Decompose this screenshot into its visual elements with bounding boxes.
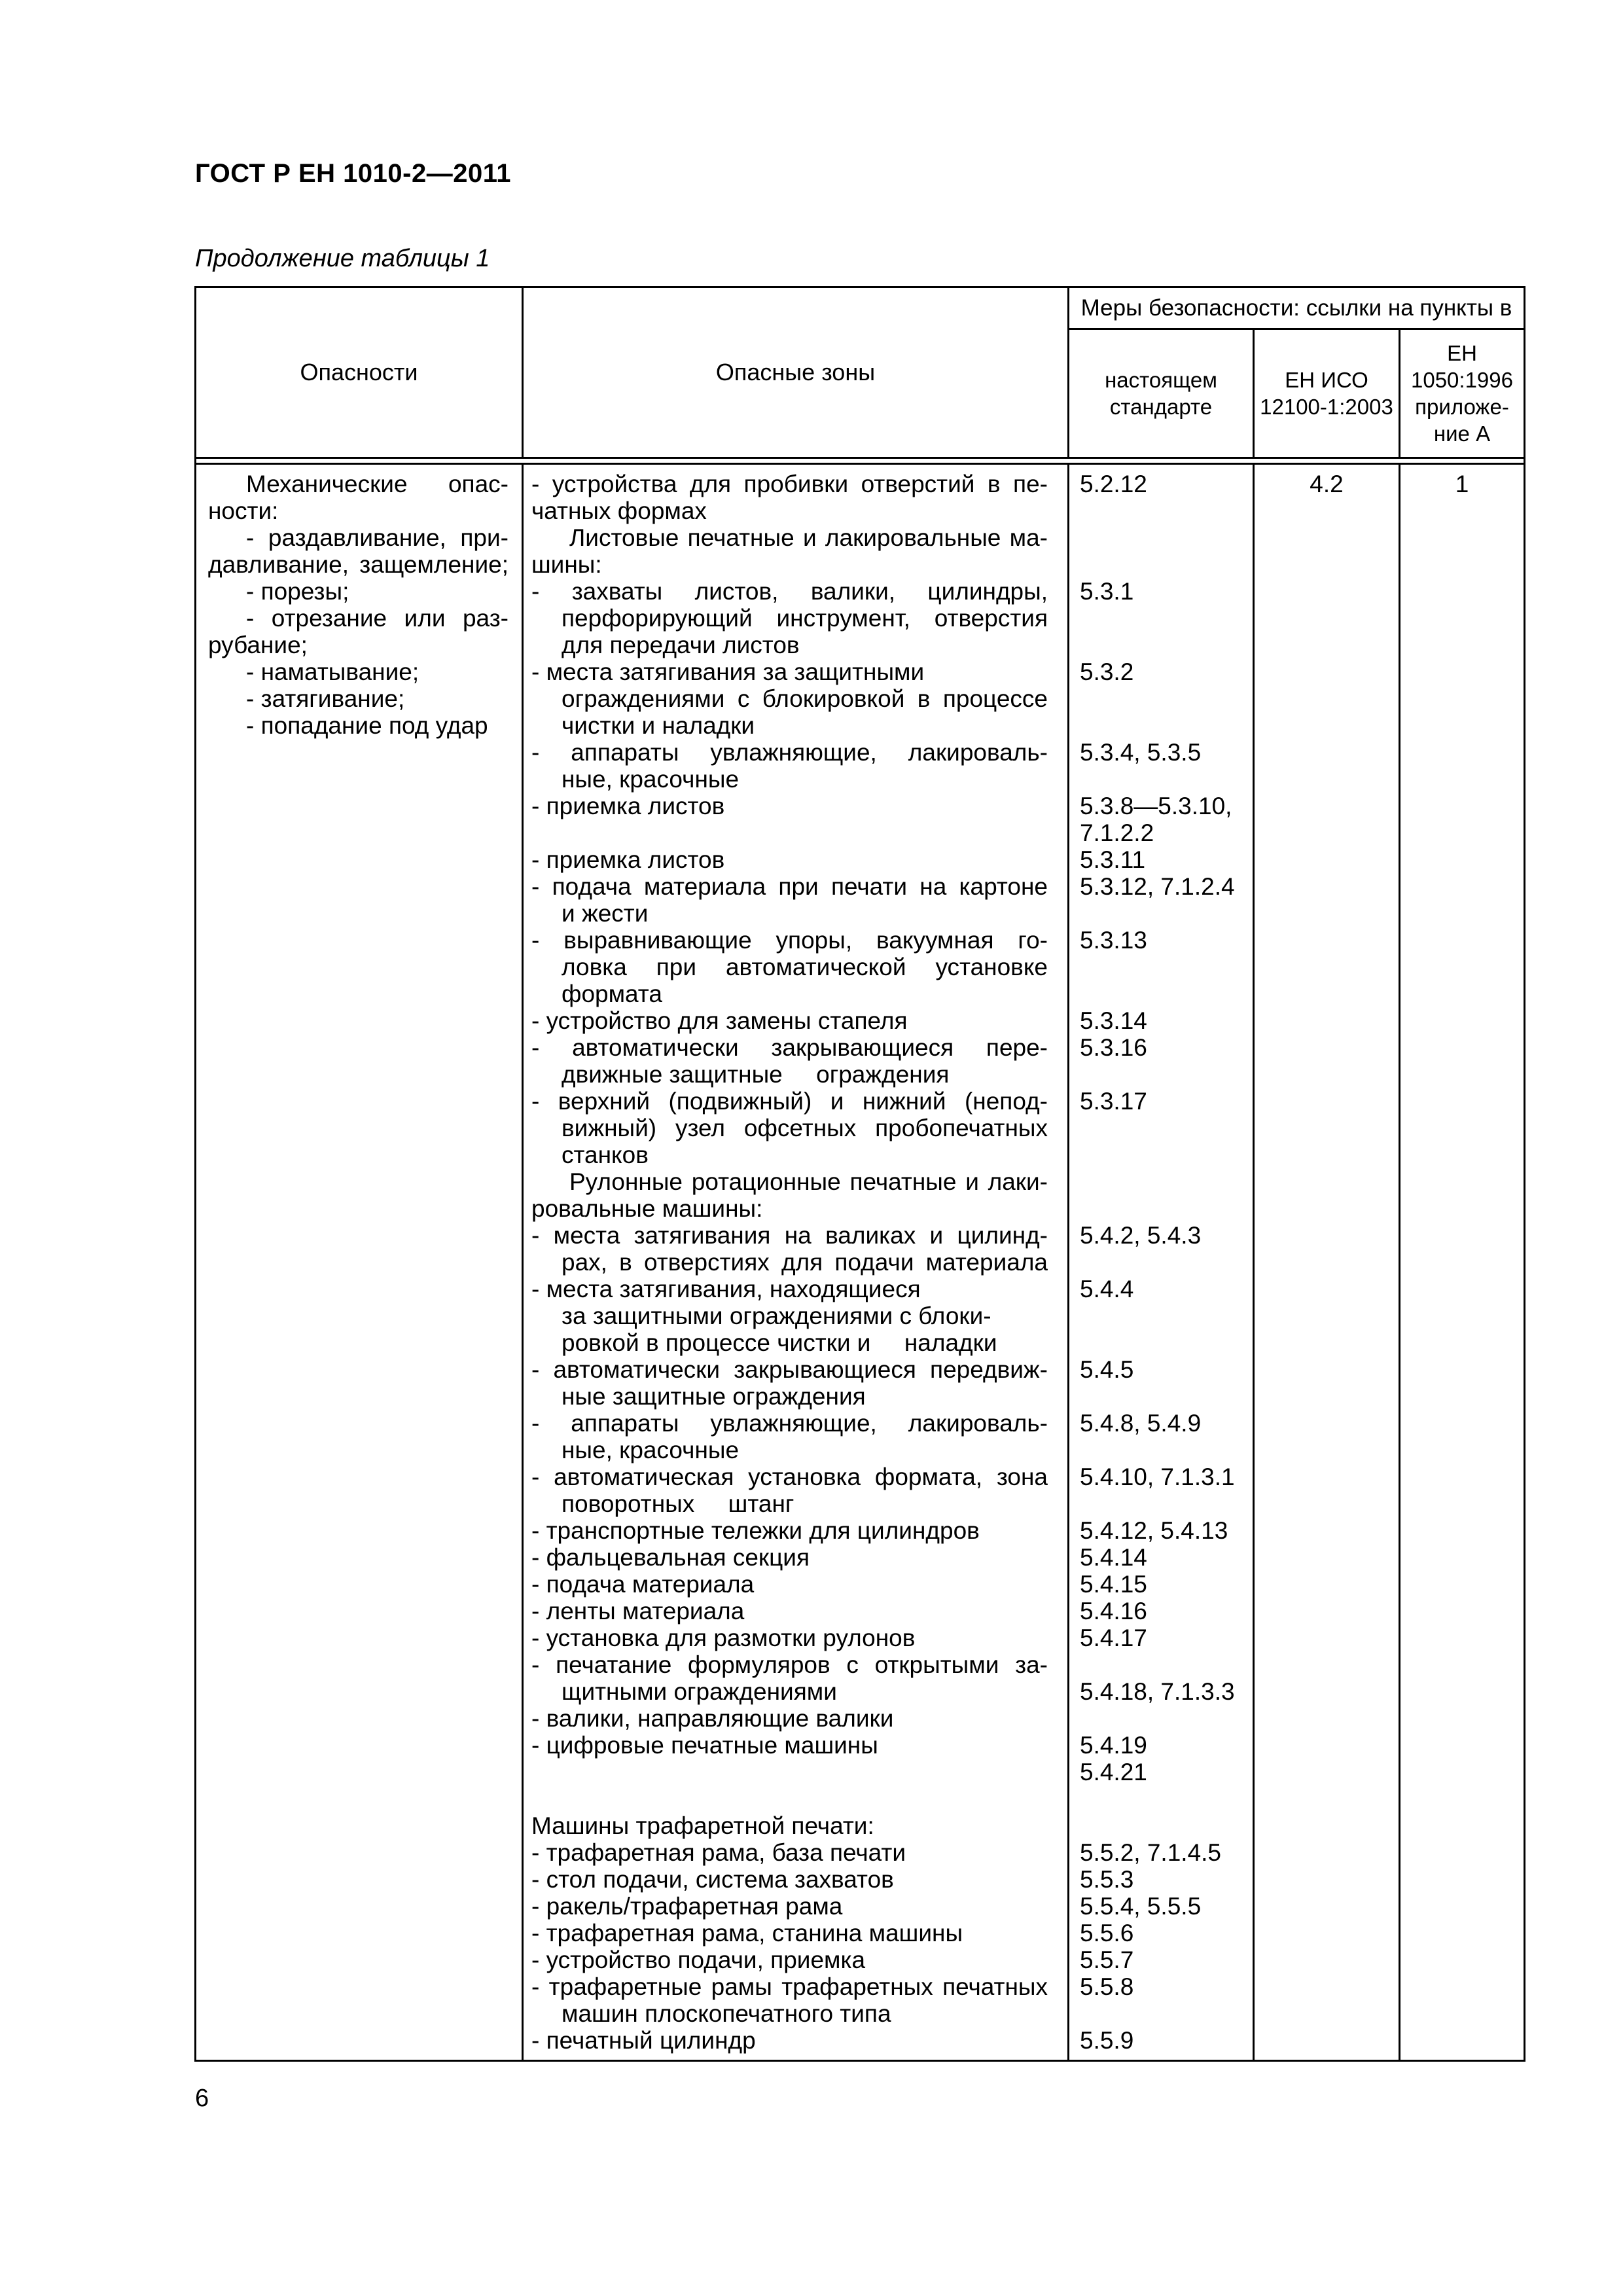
table-line: 5.4.21 [1080, 1759, 1147, 1785]
table-line [1080, 551, 1250, 578]
table-line: 7.1.2.2 [1080, 819, 1154, 846]
table-line: ные, красочные [562, 1437, 740, 1463]
ref-en-1050-value: 1 [1455, 471, 1469, 497]
table-line: 5.4.2, 5.4.3 [1080, 1222, 1202, 1249]
table-line: ЕН [1447, 341, 1477, 365]
table-line: формата [562, 980, 662, 1007]
header-body-double-rule [196, 457, 1524, 465]
table-line: ные, красочные [562, 766, 740, 793]
table-line: шины: [531, 551, 602, 578]
table-line: - установка для размотки рулонов [531, 1624, 916, 1651]
table-line [1080, 980, 1250, 1007]
table-line [1080, 900, 1250, 927]
table-line: - места затягивания, находящиеся [531, 1276, 921, 1302]
table-line: - порезы; [246, 578, 349, 605]
table-line: Листовые печатные и лакировальные ма- [569, 524, 1048, 551]
header-label-zones: Опасные зоны [715, 359, 876, 386]
header-label-safety-measures: Меры безопасности: ссылки на пункты в [1069, 288, 1524, 330]
table-line: 5.4.4 [1080, 1276, 1134, 1302]
table-line: 5.5.8 [1080, 1973, 1134, 2000]
table-line: 5.5.4, 5.5.5 [1080, 1893, 1202, 1920]
table-header-row [196, 288, 1524, 457]
table-line: - стол подачи, система захватов [531, 1866, 894, 1893]
table-line: - валики, направляющие валики [531, 1705, 894, 1732]
table-line [1080, 1705, 1250, 1732]
table-line: - аппараты увлажняющие, лакироваль- [531, 1410, 1048, 1437]
table-line [1080, 1329, 1250, 1356]
table-line: рубание; [208, 632, 308, 658]
cell-hazards [196, 465, 524, 2060]
table-line [1080, 605, 1250, 632]
table-line: - трафаретные рамы трафаретных печатных [531, 1973, 1048, 2000]
table-line: приложе- [1415, 395, 1509, 419]
table-line [1080, 524, 1250, 551]
table-line: для передачи листов [562, 632, 800, 658]
table-line [1080, 685, 1250, 712]
table-line: 5.3.1 [1080, 578, 1134, 605]
table-line [1080, 1785, 1250, 1812]
table-line: 5.3.12, 7.1.2.4 [1080, 873, 1235, 900]
table-line: стандарте [1109, 395, 1213, 419]
table-line [1080, 1115, 1250, 1141]
table-line: 5.4.8, 5.4.9 [1080, 1410, 1202, 1437]
table-line: ловка при автоматической установке [562, 954, 1048, 980]
table-line [1080, 1141, 1250, 1168]
table-line: 5.4.14 [1080, 1544, 1147, 1571]
table-line: 5.4.10, 7.1.3.1 [1080, 1463, 1235, 1490]
table-continuation [194, 286, 1525, 2062]
table-line: 5.5.6 [1080, 1920, 1134, 1946]
table-line [1080, 712, 1250, 739]
table-line: Рулонные ротационные печатные и лаки- [569, 1168, 1048, 1195]
table-line [1080, 1651, 1250, 1678]
table-line: ровкой в процессе чистки и наладки [562, 1329, 997, 1356]
table-line: 5.3.8—5.3.10, [1080, 793, 1232, 819]
table-line: движные защитные ограждения [562, 1061, 950, 1088]
cell-ref-en-iso-12100 [1255, 465, 1400, 2060]
table-line: Механические опас- [246, 471, 508, 497]
header-cell-zones [524, 288, 1069, 457]
table-line [1080, 766, 1250, 793]
table-line [1080, 1383, 1250, 1410]
table-line: давливание, защемление; [208, 551, 508, 578]
table-line: 5.4.16 [1080, 1598, 1147, 1624]
table-line: за защитными ограждениями с блоки- [562, 1302, 991, 1329]
table-line: - автоматическая установка формата, зона [531, 1463, 1048, 1490]
table-line [1080, 1302, 1250, 1329]
table-line: ровальные машины: [531, 1195, 763, 1222]
table-line: станков [562, 1141, 649, 1168]
table-line: машин плоскопечатного типа [562, 2000, 891, 2027]
header-cell-this-standard [1069, 330, 1255, 457]
header-label-hazards: Опасности [300, 359, 418, 386]
table-line: - места затягивания за защитными [531, 658, 925, 685]
cell-ref-en-1050 [1400, 465, 1524, 2060]
ref-en-iso-value: 4.2 [1310, 471, 1344, 497]
table-line: - подача материала при печати на картоне [531, 873, 1048, 900]
table-line: перфорирующий инструмент, отверстия [562, 605, 1048, 632]
table-caption: Продолжение таблицы 1 [195, 245, 490, 272]
table-line: 5.4.18, 7.1.3.3 [1080, 1678, 1235, 1705]
table-line: 5.3.13 [1080, 927, 1147, 954]
cell-danger-zones [524, 465, 1069, 2060]
table-line [1080, 632, 1250, 658]
table-line: ограждениями с блокировкой в процессе [562, 685, 1048, 712]
table-line: 5.5.9 [1080, 2027, 1134, 2054]
header-cell-hazards [196, 288, 524, 457]
header-cell-en-1050 [1400, 330, 1524, 457]
table-line: - автоматически закрывающиеся передвиж- [531, 1356, 1048, 1383]
table-line: - трафаретная рама, база печати [531, 1839, 906, 1866]
header-subrow [1069, 330, 1524, 457]
table-line: - приемка листов [531, 846, 725, 873]
table-line [1080, 1490, 1250, 1517]
table-line: поворотных штанг [562, 1490, 794, 1517]
table-line: 5.3.11 [1080, 846, 1146, 873]
table-line: - печатный цилиндр [531, 2027, 756, 2054]
table-line: - выравнивающие упоры, вакуумная го- [531, 927, 1048, 954]
cell-refs-this-standard [1069, 465, 1255, 2060]
table-line: 5.3.2 [1080, 658, 1134, 685]
table-line: - ракель/трафаретная рама [531, 1893, 843, 1920]
table-line: - устройство подачи, приемка [531, 1946, 866, 1973]
table-line [1080, 1168, 1250, 1195]
table-line [1080, 1061, 1250, 1088]
table-line: 5.3.16 [1080, 1034, 1147, 1061]
table-line: щитными ограждениями [562, 1678, 837, 1705]
table-line: 5.3.14 [1080, 1007, 1147, 1034]
table-line: рах, в отверстиях для подачи материала [562, 1249, 1048, 1276]
table-line: 5.4.5 [1080, 1356, 1134, 1383]
table-line: ности: [208, 497, 279, 524]
table-line: 5.2.12 [1080, 471, 1147, 497]
doc-code: ГОСТ Р ЕН 1010-2—2011 [195, 159, 511, 188]
table-line: 5.5.2, 7.1.4.5 [1080, 1839, 1222, 1866]
table-line: - подача материала [531, 1571, 755, 1598]
table-line: - печатание формуляров с открытыми за- [531, 1651, 1048, 1678]
table-line: - цифровые печатные машины [531, 1732, 878, 1759]
table-line [1080, 1812, 1250, 1839]
table-line: - отрезание или раз- [246, 605, 508, 632]
table-line [1080, 954, 1250, 980]
table-body-row [196, 465, 1524, 2060]
table-line: 5.3.4, 5.3.5 [1080, 739, 1202, 766]
header-group-safety-measures [1069, 288, 1524, 457]
table-line: 5.5.7 [1080, 1946, 1134, 1973]
table-line: Машины трафаретной печати: [531, 1812, 874, 1839]
table-line: настоящем [1105, 368, 1217, 392]
table-line: - наматывание; [246, 658, 419, 685]
table-line: - устройства для пробивки отверстий в пе- [531, 471, 1048, 497]
table-line: чистки и наладки [562, 712, 755, 739]
table-line: - транспортные тележки для цилиндров [531, 1517, 980, 1544]
table-line: - трафаретная рама, станина машины [531, 1920, 963, 1946]
table-line: чатных формах [531, 497, 707, 524]
table-line: - затягивание; [246, 685, 405, 712]
table-line: - фальцевальная секция [531, 1544, 810, 1571]
table-line [1080, 497, 1250, 524]
table-line: - приемка листов [531, 793, 725, 819]
table-line: - аппараты увлажняющие, лакироваль- [531, 739, 1048, 766]
table-line: - попадание под удар [246, 712, 488, 739]
table-line [531, 1759, 1048, 1785]
table-line: 12100-1:2003 [1260, 395, 1393, 419]
table-line: - ленты материала [531, 1598, 745, 1624]
table-line: 5.5.3 [1080, 1866, 1134, 1893]
table-line [531, 819, 1048, 846]
table-line: - верхний (подвижный) и нижний (непод- [531, 1088, 1048, 1115]
table-line [1080, 1437, 1250, 1463]
table-line: 1050:1996 [1411, 368, 1513, 392]
page-number: 6 [195, 2085, 209, 2112]
table-line: 5.4.19 [1080, 1732, 1147, 1759]
table-line [1080, 1249, 1250, 1276]
table-line: и жести [562, 900, 649, 927]
table-line: 5.4.15 [1080, 1571, 1147, 1598]
table-line: 5.4.12, 5.4.13 [1080, 1517, 1228, 1544]
table-line: - раздавливание, при- [246, 524, 508, 551]
header-cell-en-iso-12100 [1255, 330, 1400, 457]
table-line: - места затягивания на валиках и цилинд- [531, 1222, 1048, 1249]
table-line: - устройство для замены стапеля [531, 1007, 908, 1034]
table-line: - автоматически закрывающиеся пере- [531, 1034, 1048, 1061]
table-line: 5.4.17 [1080, 1624, 1147, 1651]
table-line [1080, 1195, 1250, 1222]
table-line [1080, 2000, 1250, 2027]
table-line: - захваты листов, валики, цилиндры, [531, 578, 1048, 605]
table-line: ные защитные ограждения [562, 1383, 866, 1410]
table-line: ние А [1433, 422, 1491, 446]
table-line: 5.3.17 [1080, 1088, 1147, 1115]
table-line [531, 1785, 1048, 1812]
table-line: ЕН ИСО [1285, 368, 1368, 392]
table-line: вижный) узел офсетных пробопечатных [562, 1115, 1048, 1141]
